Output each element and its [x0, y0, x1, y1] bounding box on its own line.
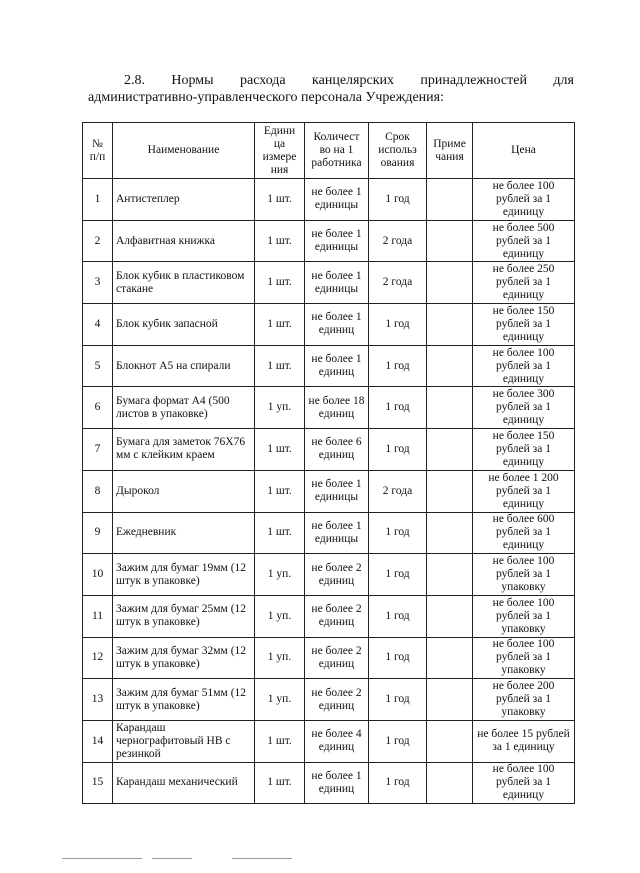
item-name: Зажим для бумаг 32мм (12 штук в упаковке): [113, 637, 255, 679]
row-number: 14: [83, 720, 113, 762]
item-name: Зажим для бумаг 51мм (12 штук в упаковке): [113, 679, 255, 721]
item-unit: 1 шт.: [255, 345, 305, 387]
table-header-row: [83, 123, 575, 179]
footer-rule: [62, 858, 142, 859]
table-row: [83, 512, 575, 554]
heading-line-2: административно-управленческого персонала Учреждения:: [88, 90, 444, 105]
item-unit: 1 шт.: [255, 720, 305, 762]
item-note: [427, 720, 473, 762]
item-quantity: не более 1 единицы: [305, 262, 369, 304]
table-row: [83, 179, 575, 221]
item-unit: 1 шт.: [255, 470, 305, 512]
item-price: не более 150 рублей за 1 единицу: [473, 429, 575, 471]
item-price: не более 100 рублей за 1 упаковку: [473, 637, 575, 679]
item-unit: 1 шт.: [255, 304, 305, 346]
header-num: № п/п: [83, 123, 113, 179]
item-term: 1 год: [369, 679, 427, 721]
item-term: 1 год: [369, 345, 427, 387]
table-row: [83, 679, 575, 721]
item-note: [427, 470, 473, 512]
item-note: [427, 554, 473, 596]
item-quantity: не более 18 единиц: [305, 387, 369, 429]
item-quantity: не более 2 единиц: [305, 595, 369, 637]
header-price: Цена: [473, 123, 575, 179]
item-unit: 1 уп.: [255, 554, 305, 596]
table-row: [83, 429, 575, 471]
table-row: [83, 595, 575, 637]
item-unit: 1 уп.: [255, 595, 305, 637]
item-quantity: не более 6 единиц: [305, 429, 369, 471]
item-note: [427, 179, 473, 221]
item-price: не более 100 рублей за 1 единицу: [473, 179, 575, 221]
item-name: Зажим для бумаг 19мм (12 штук в упаковке): [113, 554, 255, 596]
table-row: [83, 762, 575, 804]
row-number: 5: [83, 345, 113, 387]
row-number: 4: [83, 304, 113, 346]
item-name: Блокнот А5 на спирали: [113, 345, 255, 387]
table-row: [83, 304, 575, 346]
header-name: Наименование: [113, 123, 255, 179]
item-note: [427, 345, 473, 387]
item-note: [427, 387, 473, 429]
item-price: не более 200 рублей за 1 упаковку: [473, 679, 575, 721]
footer-rule: [152, 858, 192, 859]
row-number: 9: [83, 512, 113, 554]
item-note: [427, 762, 473, 804]
row-number: 3: [83, 262, 113, 304]
item-term: 1 год: [369, 387, 427, 429]
item-term: 1 год: [369, 762, 427, 804]
header-note: Приме чания: [427, 123, 473, 179]
item-price: не более 1 200 рублей за 1 единицу: [473, 470, 575, 512]
item-price: не более 100 рублей за 1 единицу: [473, 345, 575, 387]
item-note: [427, 262, 473, 304]
item-price: не более 15 рублей за 1 единицу: [473, 720, 575, 762]
row-number: 12: [83, 637, 113, 679]
table-row: [83, 262, 575, 304]
item-term: 1 год: [369, 637, 427, 679]
heading-word: принадлежностей: [420, 73, 527, 88]
row-number: 1: [83, 179, 113, 221]
table-row: [83, 637, 575, 679]
item-quantity: не более 4 единиц: [305, 720, 369, 762]
item-unit: 1 шт.: [255, 429, 305, 471]
row-number: 15: [83, 762, 113, 804]
item-quantity: не более 1 единицы: [305, 470, 369, 512]
row-number: 13: [83, 679, 113, 721]
item-quantity: не более 1 единицы: [305, 179, 369, 221]
item-unit: 1 шт.: [255, 220, 305, 262]
item-note: [427, 637, 473, 679]
item-term: 1 год: [369, 554, 427, 596]
item-name: Алфавитная книжка: [113, 220, 255, 262]
item-quantity: не более 2 единиц: [305, 637, 369, 679]
item-unit: 1 шт.: [255, 179, 305, 221]
item-price: не более 250 рублей за 1 единицу: [473, 262, 575, 304]
item-name: Зажим для бумаг 25мм (12 штук в упаковке): [113, 595, 255, 637]
table-row: [83, 220, 575, 262]
item-price: не более 150 рублей за 1 единицу: [473, 304, 575, 346]
item-price: не более 300 рублей за 1 единицу: [473, 387, 575, 429]
item-unit: 1 уп.: [255, 387, 305, 429]
section-number: 2.8.: [124, 73, 145, 88]
footer-rule: [232, 858, 292, 859]
item-price: не более 500 рублей за 1 единицу: [473, 220, 575, 262]
item-price: не более 600 рублей за 1 единицу: [473, 512, 575, 554]
item-note: [427, 595, 473, 637]
item-quantity: не более 2 единиц: [305, 554, 369, 596]
row-number: 2: [83, 220, 113, 262]
item-price: не более 100 рублей за 1 упаковку: [473, 595, 575, 637]
item-note: [427, 429, 473, 471]
heading-word: расхода: [239, 73, 286, 88]
row-number: 11: [83, 595, 113, 637]
item-name: Блок кубик запасной: [113, 304, 255, 346]
row-number: 7: [83, 429, 113, 471]
item-name: Блок кубик в пластиковом стакане: [113, 262, 255, 304]
item-unit: 1 шт.: [255, 762, 305, 804]
item-term: 1 год: [369, 720, 427, 762]
item-quantity: не более 1 единицы: [305, 512, 369, 554]
item-name: Антистеплер: [113, 179, 255, 221]
item-term: 1 год: [369, 429, 427, 471]
item-name: Карандаш механический: [113, 762, 255, 804]
table-body: [83, 179, 575, 804]
heading-word: Нормы: [171, 73, 214, 88]
item-term: 1 год: [369, 512, 427, 554]
item-term: 2 года: [369, 470, 427, 512]
item-term: 1 год: [369, 595, 427, 637]
heading-word: канцелярских: [312, 73, 394, 88]
item-name: Бумага для заметок 76Х76 мм с клейким краем: [113, 429, 255, 471]
row-number: 6: [83, 387, 113, 429]
item-term: 2 года: [369, 220, 427, 262]
item-unit: 1 уп.: [255, 679, 305, 721]
item-term: 1 год: [369, 179, 427, 221]
item-name: Карандаш чернографитовый НВ с резинкой: [113, 720, 255, 762]
header-unit: Едини ца измере ния: [255, 123, 305, 179]
section-heading: [88, 72, 574, 106]
item-unit: 1 шт.: [255, 512, 305, 554]
table-row: [83, 387, 575, 429]
item-note: [427, 220, 473, 262]
row-number: 8: [83, 470, 113, 512]
item-note: [427, 679, 473, 721]
row-number: 10: [83, 554, 113, 596]
table-row: [83, 554, 575, 596]
item-name: Бумага формат А4 (500 листов в упаковке): [113, 387, 255, 429]
item-quantity: не более 1 единиц: [305, 304, 369, 346]
item-name: Дырокол: [113, 470, 255, 512]
item-unit: 1 уп.: [255, 637, 305, 679]
item-note: [427, 304, 473, 346]
item-unit: 1 шт.: [255, 262, 305, 304]
header-term: Срок использ ования: [369, 123, 427, 179]
header-qty: Количест во на 1 работника: [305, 123, 369, 179]
item-price: не более 100 рублей за 1 единицу: [473, 762, 575, 804]
item-term: 2 года: [369, 262, 427, 304]
table-row: [83, 720, 575, 762]
item-quantity: не более 1 единиц: [305, 345, 369, 387]
heading-line-1: [88, 72, 574, 89]
item-price: не более 100 рублей за 1 упаковку: [473, 554, 575, 596]
item-quantity: не более 2 единиц: [305, 679, 369, 721]
item-note: [427, 512, 473, 554]
item-term: 1 год: [369, 304, 427, 346]
item-quantity: не более 1 единицы: [305, 220, 369, 262]
table-row: [83, 345, 575, 387]
table-row: [83, 470, 575, 512]
item-quantity: не более 1 единиц: [305, 762, 369, 804]
stationery-norms-table: [82, 122, 575, 804]
item-name: Ежедневник: [113, 512, 255, 554]
heading-word: для: [553, 73, 574, 88]
